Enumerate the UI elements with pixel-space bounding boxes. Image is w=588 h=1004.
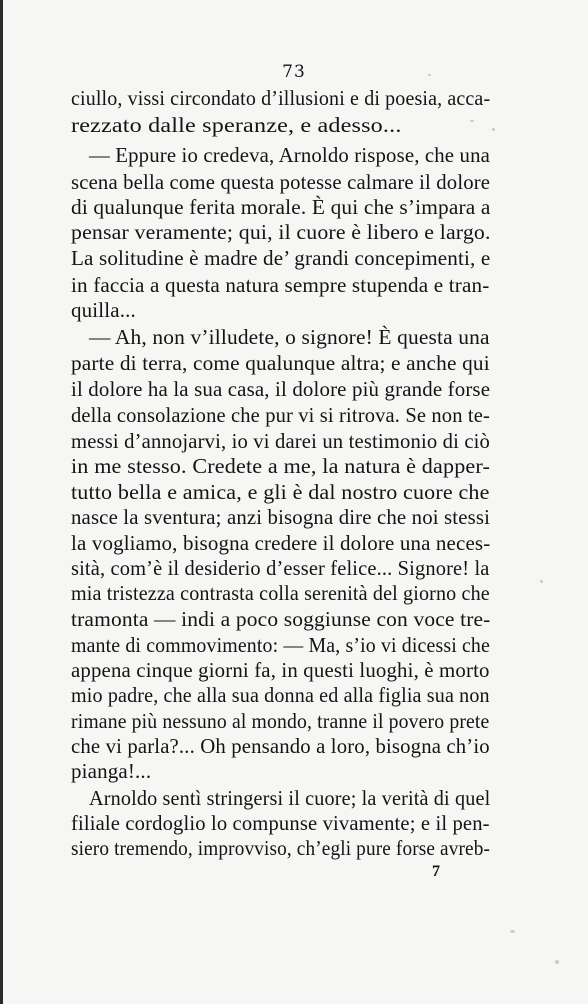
text-line: rezzato dalle speranze, e adesso... [71,113,402,137]
text-line: della consolazione che pur vi si ritrova. Se non te- [71,403,490,427]
text-line: pianga!... [71,759,152,783]
text-line: pensar veramente; qui, il cuore è libero e largo. [71,220,491,244]
text-line: mia tristezza contrasta colla serenità del giorno che [71,581,490,605]
text-line: la vogliamo, bisogna credere il dolore una neces- [71,531,491,555]
text-line: parte di terra, come qualunque altra; e anche qui [71,351,490,375]
text-line: sità, com’è il desiderio d’esser felice... Signore! la [71,556,490,580]
page-number: 73 [282,62,306,82]
text-line: quilla... [71,298,136,322]
page-binding-edge [0,0,3,1004]
text-line: che vi parla?... Oh pensando a loro, bisogna ch’io [71,734,490,758]
paper-speckle [540,580,543,583]
paper-speckle [428,74,431,76]
text-line: La solitudine è madre de’ grandi concepimenti, e [71,246,491,270]
text-line: appena cinque giorni fa, in questi luoghi, è morto [71,658,490,682]
paper-speckle [510,930,515,933]
text-line: ciullo, vissi circondato d’illusioni e di poesia, acca- [71,86,491,110]
paper-speckle [492,128,495,131]
text-line: nasce la sventura; anzi bisogna dire che noi stessi [71,505,491,529]
text-line: Arnoldo sentì stringersi il cuore; la verità di quel [89,786,491,810]
text-line: in faccia a questa natura sempre stupenda e tran- [71,273,490,297]
text-line: — Ah, non v’illudete, o signore! È questa una [89,325,490,349]
text-line: in me stesso. Credete a me, la natura è dapper- [71,454,490,478]
paper-speckle [555,960,559,964]
text-line: scena bella come questa potesse calmare il dolore [71,170,491,194]
paper-speckle [470,120,474,122]
text-line: — Eppure io credeva, Arnoldo rispose, che una [89,143,490,167]
text-line: mante di commovimento: — Ma, s’io vi dicessi che [71,633,490,657]
text-line: siero tremendo, improvviso, ch’egli pure forse avreb- [71,836,491,860]
signature-mark: 7 [432,863,440,880]
text-line: tutto bella e amica, e gli è dal nostro cuore che [71,480,490,504]
text-line: il dolore ha la sua casa, il dolore più grande forse [71,377,491,401]
text-line: tramonta — indi a poco soggiunse con voce tre- [71,607,491,631]
text-line: di qualunque ferita morale. È qui che s’impara a [71,195,491,219]
text-line: filiale cordoglio lo compunse vivamente; e il pen- [71,811,490,835]
text-line: messi d’annojarvi, io vi darei un testimonio di ciò [71,429,491,453]
text-line: rimane più nessuno al mondo, tranne il povero prete [71,709,490,733]
text-line: mio padre, che alla sua donna ed alla figlia sua non [71,683,490,707]
